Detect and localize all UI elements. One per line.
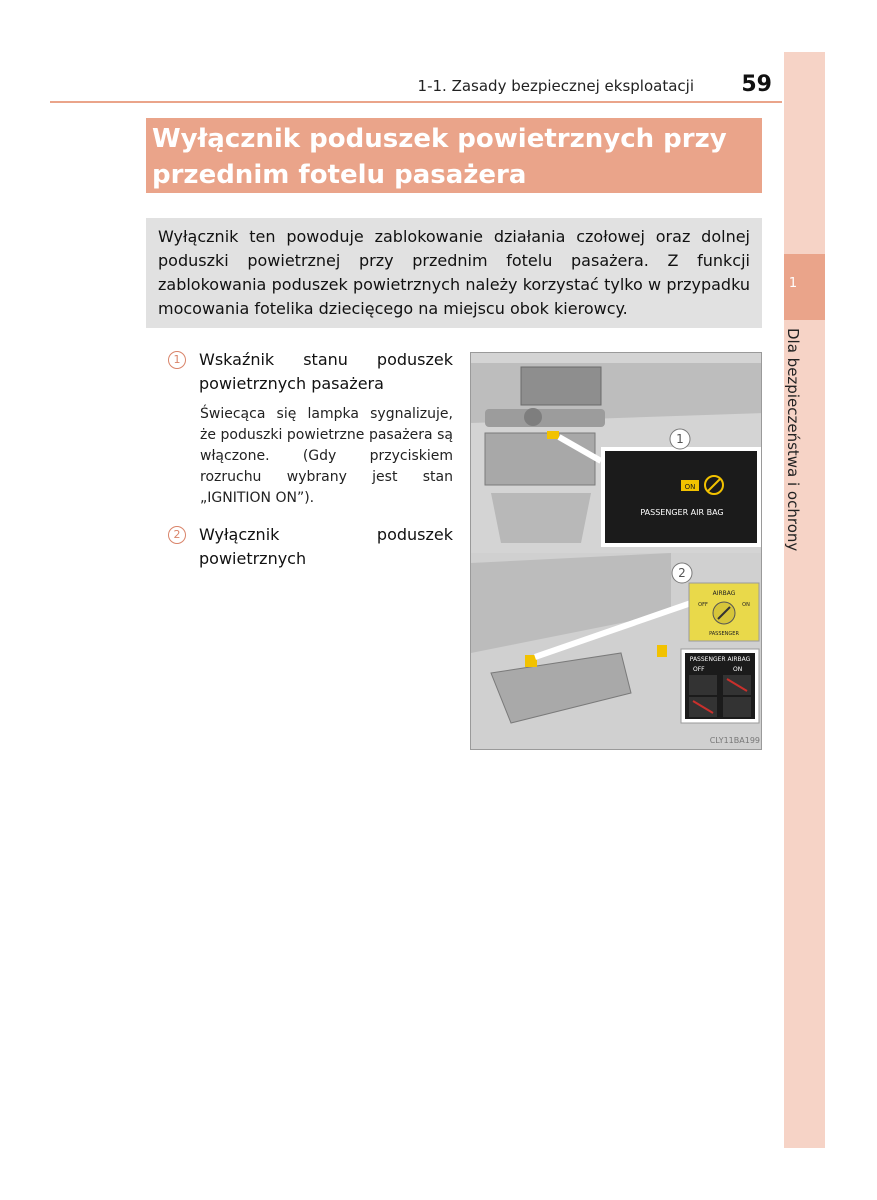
airbag-figure: [470, 352, 762, 750]
side-chapter-title: Dla bezpieczeństwa i ochrony: [784, 328, 802, 552]
item-number-circle: 2: [168, 526, 186, 544]
item-number-circle: 1: [168, 351, 186, 369]
header-section-title: 1-1. Zasady bezpiecznej eksploatacji: [417, 77, 694, 95]
header-divider: [50, 101, 782, 103]
indicator-highlight: [547, 431, 559, 439]
center-console: [485, 433, 595, 485]
label-on-text: ON: [733, 666, 743, 673]
callout-number-2: 2: [678, 566, 686, 580]
side-label-highlight: [657, 645, 667, 657]
page-number: 59: [741, 72, 772, 97]
side-chapter-number: 1: [788, 276, 798, 291]
indicator-label-text: PASSENGER AIR BAG: [640, 508, 724, 517]
adult-icon-on: [723, 697, 751, 717]
switch-label-text: PASSENGER: [709, 631, 739, 637]
indicator-panel: [605, 451, 757, 543]
item-label: Wskaźnik stanu poduszek powietrznych pasażera: [199, 350, 453, 393]
label-off-text: OFF: [693, 666, 705, 673]
switch-on-text: ON: [742, 602, 750, 608]
label-title: PASSENGER AIRBAG: [689, 656, 751, 663]
child-seat-icon-off: [689, 675, 717, 695]
item-label: Wyłącznik poduszek powietrznych: [199, 525, 453, 568]
switch-title: AIRBAG: [712, 590, 736, 597]
airbag-illustration: [471, 353, 762, 750]
shifter-area: [491, 493, 591, 543]
page-title: Wyłącznik poduszek powietrznych przy przednim fotelu pasażera: [152, 124, 727, 190]
indicator-on-text: ON: [684, 483, 696, 491]
display-screen: [521, 367, 601, 405]
switch-off-text: OFF: [698, 602, 708, 608]
callout-number-1: 1: [676, 432, 684, 446]
item-description: Świecąca się lampka sygnalizuje, że poduszki powietrzne pasażera są włączone. (Gdy przyciskiem rozruchu wybrany jest stan „IGNITION ON”).: [200, 406, 453, 506]
figure-code: CLY11BA199: [709, 736, 760, 745]
center-knob: [524, 408, 542, 426]
intro-text: Wyłącznik ten powoduje zablokowanie działania czołowej oraz dolnej poduszki powietrznej przy przednim fotelu pasażera. Z funkcji zablokowania poduszek powietrznych należy korzystać tylko w przypadku mocowania fotelika dziecięcego na miejscu obok kierowcy.: [158, 227, 750, 318]
air-vents: [485, 409, 605, 427]
side-tab: [784, 52, 825, 1148]
